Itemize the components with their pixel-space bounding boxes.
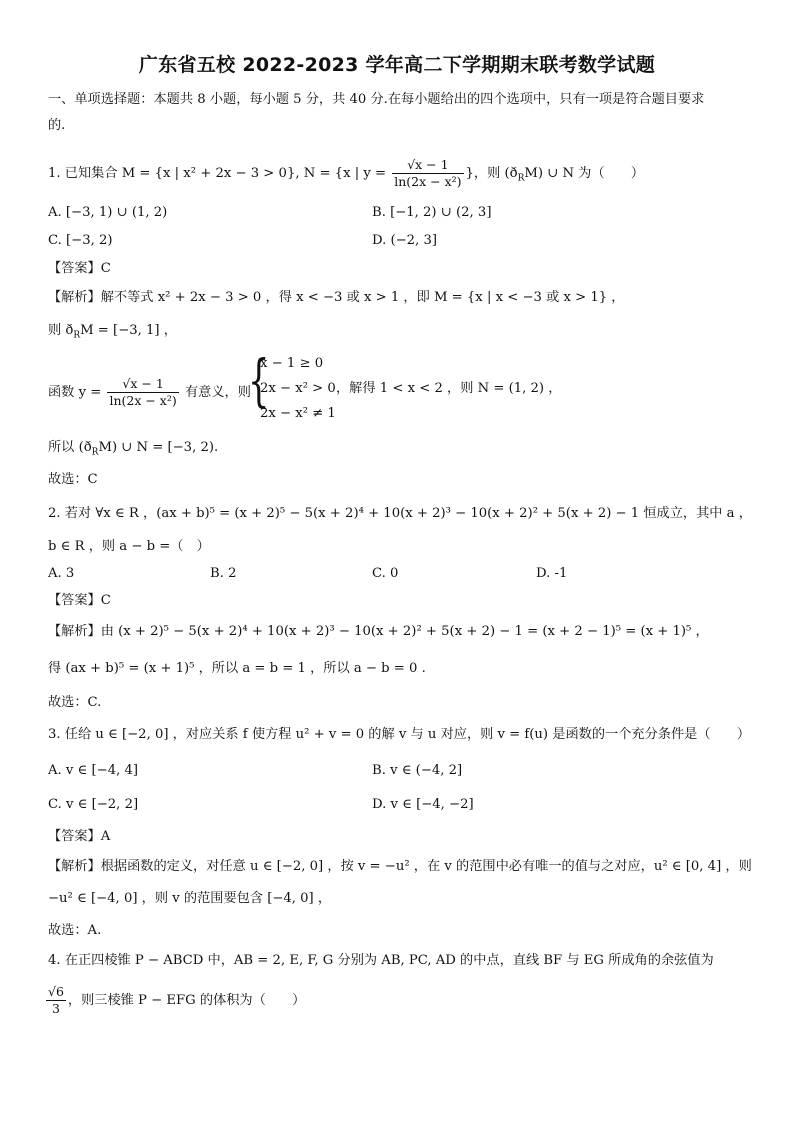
q1-explanation-fraction: $\frac{√x - 1}{\text{ln(2x − x²)}}$	[109, 376, 177, 408]
page-title: 广东省五校 2022-2023 学年高二下学期期末联考数学试题	[138, 54, 656, 76]
q2-option-a: A. 3	[48, 566, 75, 581]
q1-option-b: B. [−1, 2) ∪ (2, 3]	[372, 205, 492, 220]
q1-option-a: A. [−3, 1) ∪ (1, 2)	[48, 205, 168, 220]
q1-stem: 1. 已知集合 M = {x | x² + 2x − 3 > 0}, N = {x | y = $\frac{√x - 1}{\text{ln(2x − x²)}}$ }，则 $(ð_RM)$ ∪ N 为（ ）	[48, 157, 645, 189]
q1-stem-fraction: $\frac{√x - 1}{\text{ln(2x − x²)}}$	[394, 157, 462, 189]
q3-explanation-1: 【解析】根据函数的定义，对任意 u ∈ [−2, 0] ，按 v = −u² ，在 v 的范围中必有唯一的值与之对应，u² ∈ [0, 4] ，则	[48, 859, 752, 874]
q2-choose: 故选：C.	[48, 695, 102, 710]
q1-explanation-3: 函数 y = $\frac{√x - 1}{\text{ln(2x − x²)}}$ 有意义，则	[48, 376, 251, 408]
q3-choose: 故选：A.	[48, 923, 102, 938]
q2-answer: 【答案】C	[48, 593, 111, 608]
q1-answer: 【答案】C	[48, 261, 111, 276]
system-line-1: x − 1 ≥ 0	[260, 356, 324, 371]
q1-explanation-4: 所以 $(ð_RM)$ ∪ N = [−3, 2).	[48, 440, 219, 458]
q4-fraction: $\frac{√6}{3}$	[48, 984, 64, 1016]
q1-option-c: C. [−3, 2)	[48, 233, 113, 248]
q2-option-d: D. -1	[536, 566, 568, 581]
q2-option-b: B. 2	[210, 566, 237, 581]
q1-explanation-1: 【解析】解不等式 x² + 2x − 3 > 0 ，得 x < −3 或 x > 1 ，即 M = {x | x < −3 或 x > 1} ，	[48, 290, 625, 305]
q3-stem: 3. 任给 u ∈ [−2, 0] ，对应关系 f 使方程 u² + v = 0 的解 v 与 u 对应，则 v = f(u) 是函数的一个充分条件是（ ）	[48, 727, 751, 742]
q3-option-d: D. v ∈ [−4, −2]	[372, 797, 474, 812]
q3-option-a: A. v ∈ [−4, 4]	[48, 763, 139, 778]
system-brace: {	[248, 349, 270, 414]
q2-stem-2: b ∈ R ，则 a − b =（ ）	[48, 539, 210, 554]
q1-explanation-3-tail: ，解得 1 < x < 2 ，则 N = (1, 2) ，	[336, 381, 562, 396]
q2-option-c: C. 0	[372, 566, 399, 581]
q3-answer: 【答案】A	[48, 829, 111, 844]
q2-stem-1: 2. 若对 ∀x ∈ R ，(ax + b)⁵ = (x + 2)⁵ − 5(x + 2)⁴ + 10(x + 2)³ − 10(x + 2)² + 5(x + 2) − 1 恒成立，其中 a ，	[48, 506, 752, 521]
system-line-3: 2x − x² ≠ 1	[260, 406, 336, 421]
q1-explanation-2: 则 $ð_RM = [-3$, 1] ，	[48, 323, 177, 341]
q4-stem-2: $\frac{√6}{3}$ ，则三棱锥 P − EFG 的体积为（ ）	[48, 984, 306, 1016]
q2-explanation-1: 【解析】由 (x + 2)⁵ − 5(x + 2)⁴ + 10(x + 2)³ − 10(x + 2)² + 5(x + 2) − 1 = (x + 2 − 1)⁵ = (x + 1)⁵ ，	[48, 624, 709, 639]
q4-stem-1: 4. 在正四棱锥 P − ABCD 中，AB = 2, E, F, G 分别为 AB, PC, AD 的中点，直线 BF 与 EG 所成角的余弦值为	[48, 953, 714, 968]
system-line-2: 2x − x² > 0	[260, 381, 336, 396]
q1-option-d: D. (−2, 3]	[372, 233, 437, 248]
q3-explanation-2: −u² ∈ [−4, 0] ，则 v 的范围要包含 [−4, 0] ，	[48, 891, 332, 906]
q2-explanation-2: 得 (ax + b)⁵ = (x + 1)⁵ ，所以 a = b = 1 ，所以 a − b = 0 .	[48, 661, 426, 676]
section-instruction-line1: 一、单项选择题：本题共 8 小题，每小题 5 分，共 40 分.在每小题给出的四个选项中，只有一项是符合题目要求	[48, 92, 705, 107]
q1-choose: 故选：C	[48, 472, 98, 487]
q3-option-c: C. v ∈ [−2, 2]	[48, 797, 139, 812]
q3-option-b: B. v ∈ (−4, 2]	[372, 763, 463, 778]
section-instruction-line2: 的.	[48, 118, 66, 133]
